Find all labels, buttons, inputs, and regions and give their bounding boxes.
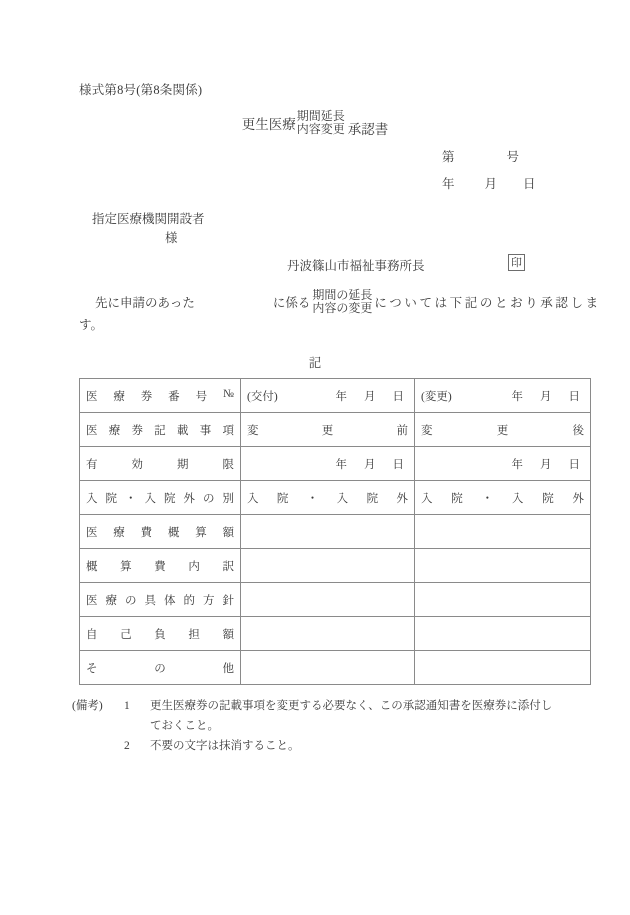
table-cell-after[interactable]: [415, 515, 591, 549]
cell-date-labels: [512, 456, 585, 472]
table-row-label: [80, 549, 241, 583]
row-label-text-char: 事: [199, 424, 212, 437]
body-stacked-line-1: 期間の延長: [312, 288, 373, 302]
table-cell-before[interactable]: [241, 583, 415, 617]
row-label-text-char: 自: [86, 628, 98, 641]
row-label-text-char: 内: [188, 560, 200, 573]
row-label-text: [86, 490, 234, 506]
row-label-text-char: の: [154, 662, 166, 675]
table-cell-after[interactable]: [415, 549, 591, 583]
cell-justified-text-char: 入: [247, 492, 259, 505]
title-stacked-line-1: 期間延長: [296, 109, 345, 123]
cell-date-unit: 年: [511, 390, 523, 403]
cell-date-unit: 月: [540, 390, 552, 403]
row-label-text-char: 番: [168, 390, 180, 403]
table-row-label: [80, 651, 241, 685]
cell-justified-text-char: 前: [396, 424, 408, 437]
cell-justified-text-char: 後: [572, 424, 584, 437]
row-label-text-char: 外: [183, 492, 195, 505]
ki-heading: 記: [308, 356, 322, 370]
cell-date-unit: 日: [568, 458, 580, 471]
cell-justified-text-char: 外: [572, 492, 584, 505]
row-label-text-char: 概: [167, 526, 180, 539]
table-cell-after[interactable]: [415, 651, 591, 685]
table-row-label: [80, 481, 241, 515]
row-label-text: [86, 388, 234, 404]
table-row-label: [80, 447, 241, 481]
table-row-label: [80, 617, 241, 651]
row-label-text-char: 訳: [222, 560, 234, 573]
table-cell-after[interactable]: [415, 481, 591, 515]
cell-date-unit: 年: [335, 390, 347, 403]
row-label-text-char: 療: [113, 390, 125, 403]
row-label-text-char: 針: [222, 594, 234, 607]
remarks-item: [72, 736, 552, 756]
title-stacked-line-2: 内容変更: [296, 121, 345, 136]
addressee-name: 指定医療機関開設者: [92, 212, 205, 226]
title-stacked-options: [297, 110, 345, 136]
cell-justified-text-char: 更: [321, 424, 334, 437]
row-label-text-char: 有: [86, 458, 98, 471]
table-row: [80, 583, 591, 617]
cell-date-unit: 日: [392, 458, 404, 471]
table-cell-after[interactable]: [415, 447, 591, 481]
row-label-text-char: 号: [195, 390, 208, 403]
row-label-text: [86, 558, 234, 574]
row-label-text-char: 院: [105, 492, 117, 505]
date-month-label: 月: [484, 177, 498, 191]
row-label-text-char: 己: [120, 628, 132, 641]
table-cell-before[interactable]: [241, 379, 415, 413]
title-lead: 更生医療: [241, 116, 296, 132]
cell-justified-text-char: 更: [496, 424, 509, 437]
row-label-text: [86, 524, 234, 540]
cell-justified-text-char: 院: [366, 492, 379, 505]
row-label-text-char: 費: [154, 560, 166, 573]
page-title: [0, 110, 630, 136]
remarks-number-2: 2: [124, 740, 130, 753]
table-cell-after[interactable]: [415, 413, 591, 447]
cell-justified-text-char: 院: [542, 492, 554, 505]
cell-justified-text: [247, 422, 408, 438]
date-year-label: 年: [442, 177, 455, 191]
row-label-text-char: 療: [108, 424, 121, 437]
cell-justified-text-char: 院: [451, 492, 463, 505]
row-label-text-char: そ: [86, 662, 98, 675]
row-label-text-char: №: [222, 387, 234, 400]
cell-justified-text-char: 変: [421, 424, 433, 437]
cell-justified-text-char: 外: [396, 492, 408, 505]
cell-date-unit: 年: [335, 458, 347, 471]
row-label-text-char: 効: [131, 458, 143, 471]
row-label-text-char: 的: [183, 594, 195, 607]
table-cell-after[interactable]: [415, 379, 591, 413]
table-row-label: [80, 413, 241, 447]
cell-date-unit: 月: [364, 390, 376, 403]
cell-justified-text-char: 院: [276, 492, 289, 505]
body-stacked-line-2: 内容の変更: [312, 300, 373, 315]
remarks-item: [72, 696, 552, 716]
row-label-text-char: 算: [120, 560, 132, 573]
cell-content: [421, 388, 584, 404]
table-row: [80, 413, 591, 447]
remarks-section: [72, 696, 552, 756]
row-label-text-char: 限: [222, 458, 234, 471]
row-label-text-char: 具: [144, 594, 156, 607]
row-label-text-char: ・: [125, 492, 137, 505]
cell-justified-text: [421, 490, 584, 506]
table-cell-before[interactable]: [241, 651, 415, 685]
row-label-text-char: 体: [164, 594, 176, 607]
approval-details-table: [79, 378, 591, 685]
table-row: [80, 447, 591, 481]
row-label-text-char: 券: [131, 424, 143, 437]
row-label-text-char: 医: [86, 594, 98, 607]
row-label-text-char: 入: [144, 492, 156, 505]
row-label-text-char: 額: [222, 628, 234, 641]
title-tail: 承認書: [347, 121, 389, 137]
row-label-text-char: 医: [86, 390, 98, 403]
cell-date-unit: 月: [540, 458, 552, 471]
table-row: [80, 617, 591, 651]
table-cell-before[interactable]: [241, 617, 415, 651]
table-row: [80, 549, 591, 583]
row-label-text-char: 療: [113, 526, 125, 539]
table-cell-before[interactable]: [241, 413, 415, 447]
row-label-text: [86, 660, 234, 676]
cell-justified-text: [247, 490, 408, 506]
issuer-name: 丹波篠山市福祉事務所長: [287, 259, 425, 273]
table-row: [80, 379, 591, 413]
row-label-text-char: 額: [222, 526, 234, 539]
document-number-prefix: 第: [442, 150, 455, 164]
cell-justified-text-char: 入: [336, 492, 349, 505]
cell-justified-text-char: 入: [421, 492, 433, 505]
body-paragraph-line-1: [95, 289, 601, 315]
cell-date-unit: 日: [392, 390, 404, 403]
body-paragraph-line-2: す。: [79, 318, 104, 332]
seal-stamp-box: 印: [508, 254, 525, 271]
cell-date-labels: [336, 388, 409, 404]
remarks-number-1: 1: [124, 700, 130, 712]
cell-prefix-label: (交付): [247, 390, 278, 403]
remarks-text-1-continued: ておくこと。: [150, 720, 219, 733]
document-number-line: [442, 147, 519, 165]
addressee-honorific: 様: [165, 231, 178, 245]
row-label-text-char: の: [203, 492, 215, 505]
table-row: [80, 651, 591, 685]
row-label-text-char: 医: [86, 424, 98, 437]
row-label-text: [86, 626, 234, 642]
cell-date-unit: 日: [568, 390, 580, 403]
body-text-part2: に係る: [272, 295, 311, 310]
table-row: [80, 481, 591, 515]
row-label-text-char: の: [125, 594, 137, 607]
row-label-text: [86, 456, 234, 472]
row-label-text-char: 期: [177, 458, 189, 471]
table-cell-before[interactable]: [241, 515, 415, 549]
cell-date-labels: [512, 388, 585, 404]
row-label-text-char: 療: [105, 594, 117, 607]
body-stacked-options: [312, 289, 372, 315]
cell-content: [247, 456, 408, 472]
body-text-part1: 先に申請のあった: [95, 295, 195, 310]
row-label-text-char: 費: [140, 526, 153, 539]
row-label-text-char: 概: [86, 560, 98, 573]
document-date-line: [442, 174, 536, 192]
row-label-text-char: 算: [195, 526, 207, 539]
remarks-label-spacer: [72, 736, 124, 756]
row-label-text-char: 院: [164, 492, 176, 505]
table-cell-before[interactable]: [241, 447, 415, 481]
table-row: [80, 515, 591, 549]
row-label-text: [86, 592, 234, 608]
row-label-text-char: 他: [222, 662, 234, 675]
row-label-text-char: 担: [188, 628, 200, 641]
table-row-label: [80, 379, 241, 413]
remarks-text-2: 不要の文字は抹消すること。: [150, 740, 300, 753]
row-label-text-char: 別: [222, 492, 234, 505]
table-cell-before[interactable]: [241, 481, 415, 515]
table-row-label: [80, 583, 241, 617]
cell-date-unit: 年: [511, 458, 523, 471]
cell-date-labels: [336, 456, 409, 472]
row-label-text: [86, 422, 234, 438]
row-label-text-char: 負: [154, 628, 166, 641]
cell-content: [247, 388, 408, 404]
cell-justified-text-char: 変: [247, 424, 259, 437]
cell-prefix-label: (変更): [421, 390, 452, 403]
form-number: 様式第8号(第8条関係): [79, 83, 203, 97]
row-label-text-char: 方: [203, 594, 215, 607]
cell-date-unit: 月: [364, 458, 376, 471]
table-cell-after[interactable]: [415, 617, 591, 651]
table-body: [80, 379, 591, 685]
cell-content: [421, 456, 584, 472]
row-label-text-char: 記: [154, 424, 166, 437]
row-label-text-char: 項: [222, 424, 234, 437]
cell-justified-text-char: 入: [511, 492, 524, 505]
table-cell-after[interactable]: [415, 583, 591, 617]
cell-justified-text: [421, 422, 584, 438]
table-cell-before[interactable]: [241, 549, 415, 583]
row-label-text-char: 券: [140, 390, 153, 403]
remarks-label: (備考): [72, 700, 103, 712]
row-label-text-char: 医: [86, 526, 98, 539]
row-label-text-char: 入: [86, 492, 98, 505]
table-row-label: [80, 515, 241, 549]
body-text-part3: については下記のとおり承認しま: [374, 295, 601, 310]
date-day-label: 日: [523, 177, 536, 191]
row-label-text-char: 載: [177, 424, 189, 437]
document-number-suffix: 号: [506, 150, 520, 164]
cell-justified-text-char: ・: [306, 492, 319, 505]
cell-justified-text-char: ・: [481, 492, 494, 505]
remarks-text-1: 更生医療券の記載事項を変更する必要なく、この承認通知書を医療券に添付し: [150, 700, 553, 712]
